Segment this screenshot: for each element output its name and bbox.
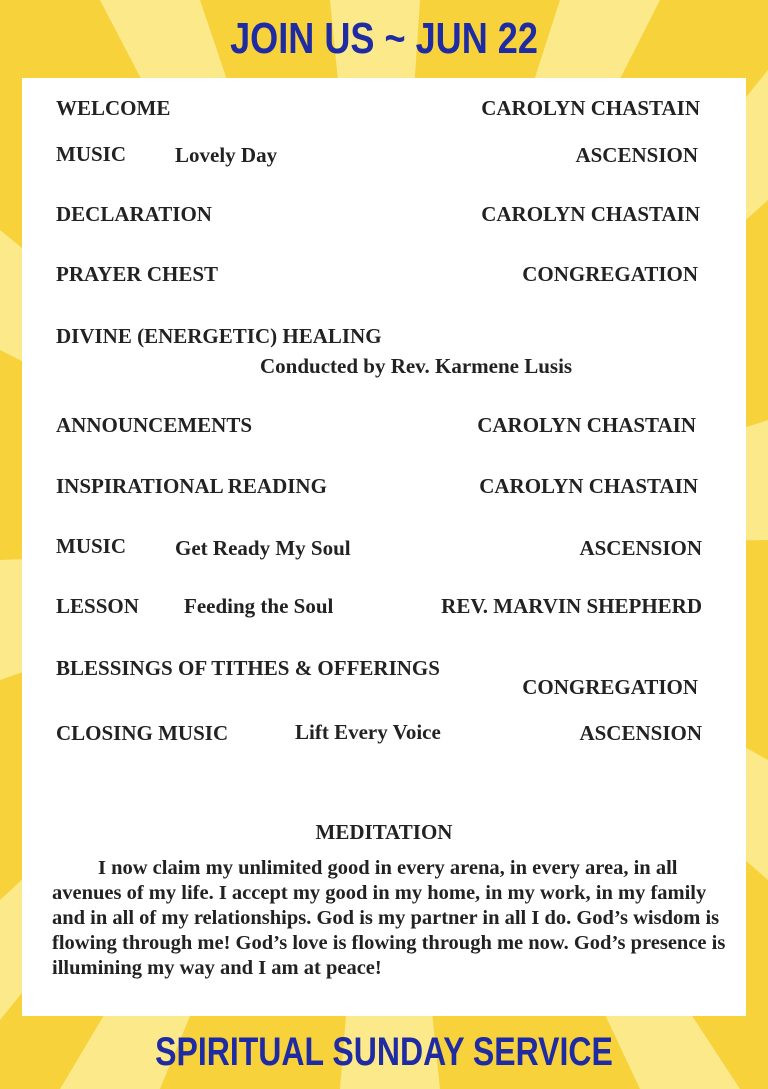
program-item: DIVINE (ENERGETIC) HEALING — [56, 324, 382, 348]
header-title: JOIN US ~ JUN 22 — [230, 14, 538, 63]
program-panel — [22, 78, 746, 1016]
program-person: ASCENSION — [579, 721, 702, 745]
program-item: MUSIC — [56, 534, 127, 558]
program-detail: Feeding the Soul — [184, 594, 334, 618]
program-detail: Lift Every Voice — [295, 720, 441, 744]
footer-title: SPIRITUAL SUNDAY SERVICE — [155, 1030, 613, 1074]
program-item: INSPIRATIONAL READING — [56, 474, 327, 498]
program-person: REV. MARVIN SHEPHERD — [441, 594, 702, 618]
program-person: CAROLYN CHASTAIN — [481, 96, 700, 120]
program-item: CLOSING MUSIC — [56, 721, 229, 745]
program-person: CAROLYN CHASTAIN — [479, 474, 698, 498]
program-person: CONGREGATION — [522, 262, 698, 286]
program-detail: Get Ready My Soul — [175, 536, 351, 560]
program-item: BLESSINGS OF TITHES & OFFERINGS — [56, 656, 440, 680]
program-item: PRAYER CHEST — [56, 262, 219, 286]
program-item: WELCOME — [56, 96, 171, 120]
program-item: MUSIC — [56, 142, 127, 166]
program-person: ASCENSION — [575, 143, 698, 167]
program-detail: Lovely Day — [175, 143, 278, 167]
program-person: ASCENSION — [579, 536, 702, 560]
program-item: DECLARATION — [56, 202, 212, 226]
meditation-title: MEDITATION — [315, 820, 453, 844]
program-person: CAROLYN CHASTAIN — [481, 202, 700, 226]
program-person: CONGREGATION — [522, 675, 698, 699]
program-item: ANNOUNCEMENTS — [56, 413, 253, 437]
program-detail: Conducted by Rev. Karmene Lusis — [260, 354, 573, 378]
program-item: LESSON — [56, 594, 139, 618]
meditation-text: I now claim my unlimited good in every arena, in every area, in all avenues of my life. I accept my good in my home, in my work, in my family and in all of my relationships. God is my partner in all I do. God’s wisdom is flowing through me! God’s love is flowing through me now. God’s presence is illumining my way and I am at peace! — [52, 857, 726, 979]
program-person: CAROLYN CHASTAIN — [477, 413, 696, 437]
